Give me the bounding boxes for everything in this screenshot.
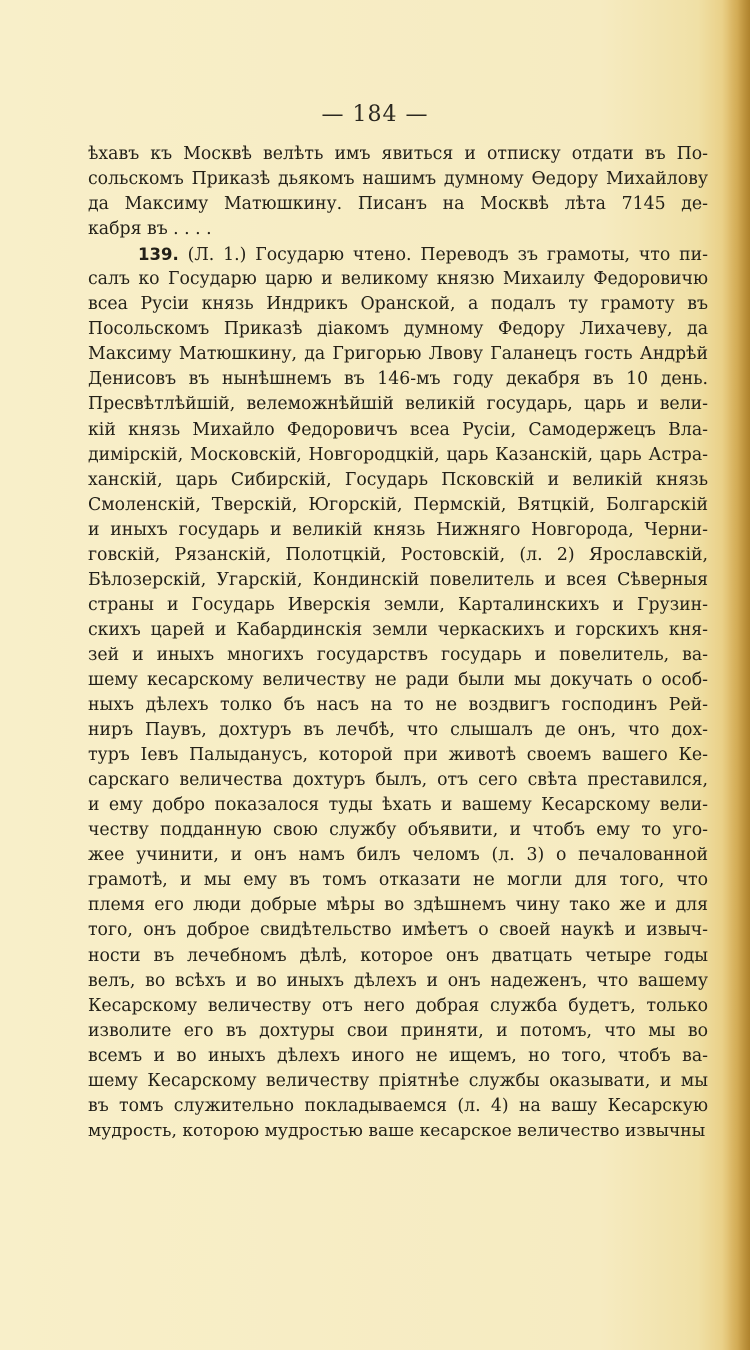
text-line: всеа Русіи князь Индрикъ Оранской, а подалъ ту грамоту въ [88, 294, 708, 315]
text-line: того, онъ доброе свидѣтельство имѣетъ о своей наукѣ и извыч- [88, 920, 708, 941]
text-line: велъ, во всѣхъ и во иныхъ дѣлехъ и онъ надеженъ, что вашему [88, 970, 708, 991]
text-line: кабря въ . . . . [88, 219, 212, 240]
text-line: Посольскомъ Приказѣ діакомъ думному Федору Лихачеву, да [88, 319, 708, 340]
text-line: ниръ Паувъ, дохтуръ въ лечбѣ, что слышалъ де онъ, что дох- [88, 720, 708, 741]
entry-number: 139. [138, 245, 179, 265]
text-line: сарскаго величества дохтуръ былъ, отъ сего свѣта преставился, [88, 770, 708, 791]
text-line: честву подданную свою службу объявити, и чтобъ ему то уго- [88, 820, 708, 841]
text-line: салъ ко Государю царю и великому князю Михаилу Федоровичю [88, 269, 708, 290]
text-line: шему Кесарскому величеству пріятнѣе службы оказывати, и мы [88, 1070, 708, 1091]
text-line: Денисовъ въ нынѣшнемъ въ 146-мъ году декабря въ 10 день. [88, 369, 708, 390]
text-line: и ему добро показалося туды ѣхать и вашему Кесарскому вели- [88, 795, 708, 816]
body-text [88, 142, 708, 1144]
text-line: ныхъ дѣлехъ толко бъ насъ на то не воздвигъ господинъ Рей- [88, 695, 708, 716]
text-line: Смоленскій, Тверскій, Югорскій, Пермскій, Вятцкій, Болгарскій [88, 494, 708, 515]
text-line: племя его люди добрые мѣры во здѣшнемъ чину тако же и для [88, 895, 708, 916]
page-number: — 184 — [321, 102, 429, 127]
text-line: ханскій, царь Сибирскій, Государь Псковскій и великій князь [88, 469, 708, 490]
text-line: всемъ и во иныхъ дѣлехъ иного не ищемъ, но того, чтобъ ва- [88, 1045, 708, 1066]
text-line: зей и иныхъ многихъ государствъ государь и повелитель, ва- [88, 644, 708, 665]
text-line: да Максиму Матюшкину. Писанъ на Москвѣ лѣта 7145 де- [88, 194, 708, 215]
text-line: шему кесарскому величеству не ради были мы докучать о особ- [88, 669, 708, 690]
text-line: грамотѣ, и мы ему въ томъ отказати не могли для того, что [88, 870, 708, 891]
text-line: димірскій, Московскій, Новгородцкій, царь Казанскій, царь Астра- [88, 444, 708, 465]
text-line: въ томъ служительно покладываемся (л. 4) на вашу Кесарскую [88, 1095, 708, 1116]
text-line: жее учинити, и онъ намъ билъ челомъ (л. 3) о печалованной [88, 845, 708, 866]
text-line: кій князь Михайло Федоровичъ всеа Русіи, Самодержецъ Вла- [88, 419, 708, 440]
text-line: туръ Іевъ Палыданусъ, которой при животѣ своемъ вашего Ке- [88, 745, 708, 766]
text-line: изволите его въ дохтуры свои приняти, и потомъ, что мы во [88, 1020, 708, 1041]
text-line: (Л. 1.) Государю чтено. Переводъ зъ грамоты, что пи- [187, 245, 708, 266]
text-line: мудрость, которою мудростью ваше кесарское величество извычны [88, 1120, 706, 1141]
text-line: и иныхъ государь и великій князь Нижняго Новгорода, Черни- [88, 519, 708, 540]
text-line: ности въ лечебномъ дѣлѣ, которое онъ дватцать четыре годы [88, 945, 708, 966]
text-line: Кесарскому величеству отъ него добрая служба будетъ, только [88, 995, 708, 1016]
entry-first-line [88, 242, 708, 267]
text-line: говскій, Рязанскій, Полотцкій, Ростовскій, (л. 2) Ярославскій, [88, 544, 708, 565]
text-line: страны и Государь Иверскія земли, Карталинскихъ и Грузин- [88, 594, 708, 615]
text-line: скихъ царей и Кабардинскія земли черкаскихъ и горскихъ кня- [88, 619, 708, 640]
text-line: Пресвѣтлѣйшій, велеможнѣйшій великій государь, царь и вели- [88, 394, 708, 415]
text-line: сольскомъ Приказѣ дьякомъ нашимъ думному Ѳедору Михайлову [88, 169, 708, 190]
text-line: Бѣлозерскій, Угарскій, Кондинскій повелитель и всея Сѣверныя [88, 569, 708, 590]
text-line: Максиму Матюшкину, да Григорью Лвову Галанецъ гость Андрѣй [88, 344, 708, 365]
text-line: ѣхавъ къ Москвѣ велѣть имъ явиться и отписку отдати въ По- [88, 144, 708, 164]
page-spine-shadow [722, 0, 750, 1350]
